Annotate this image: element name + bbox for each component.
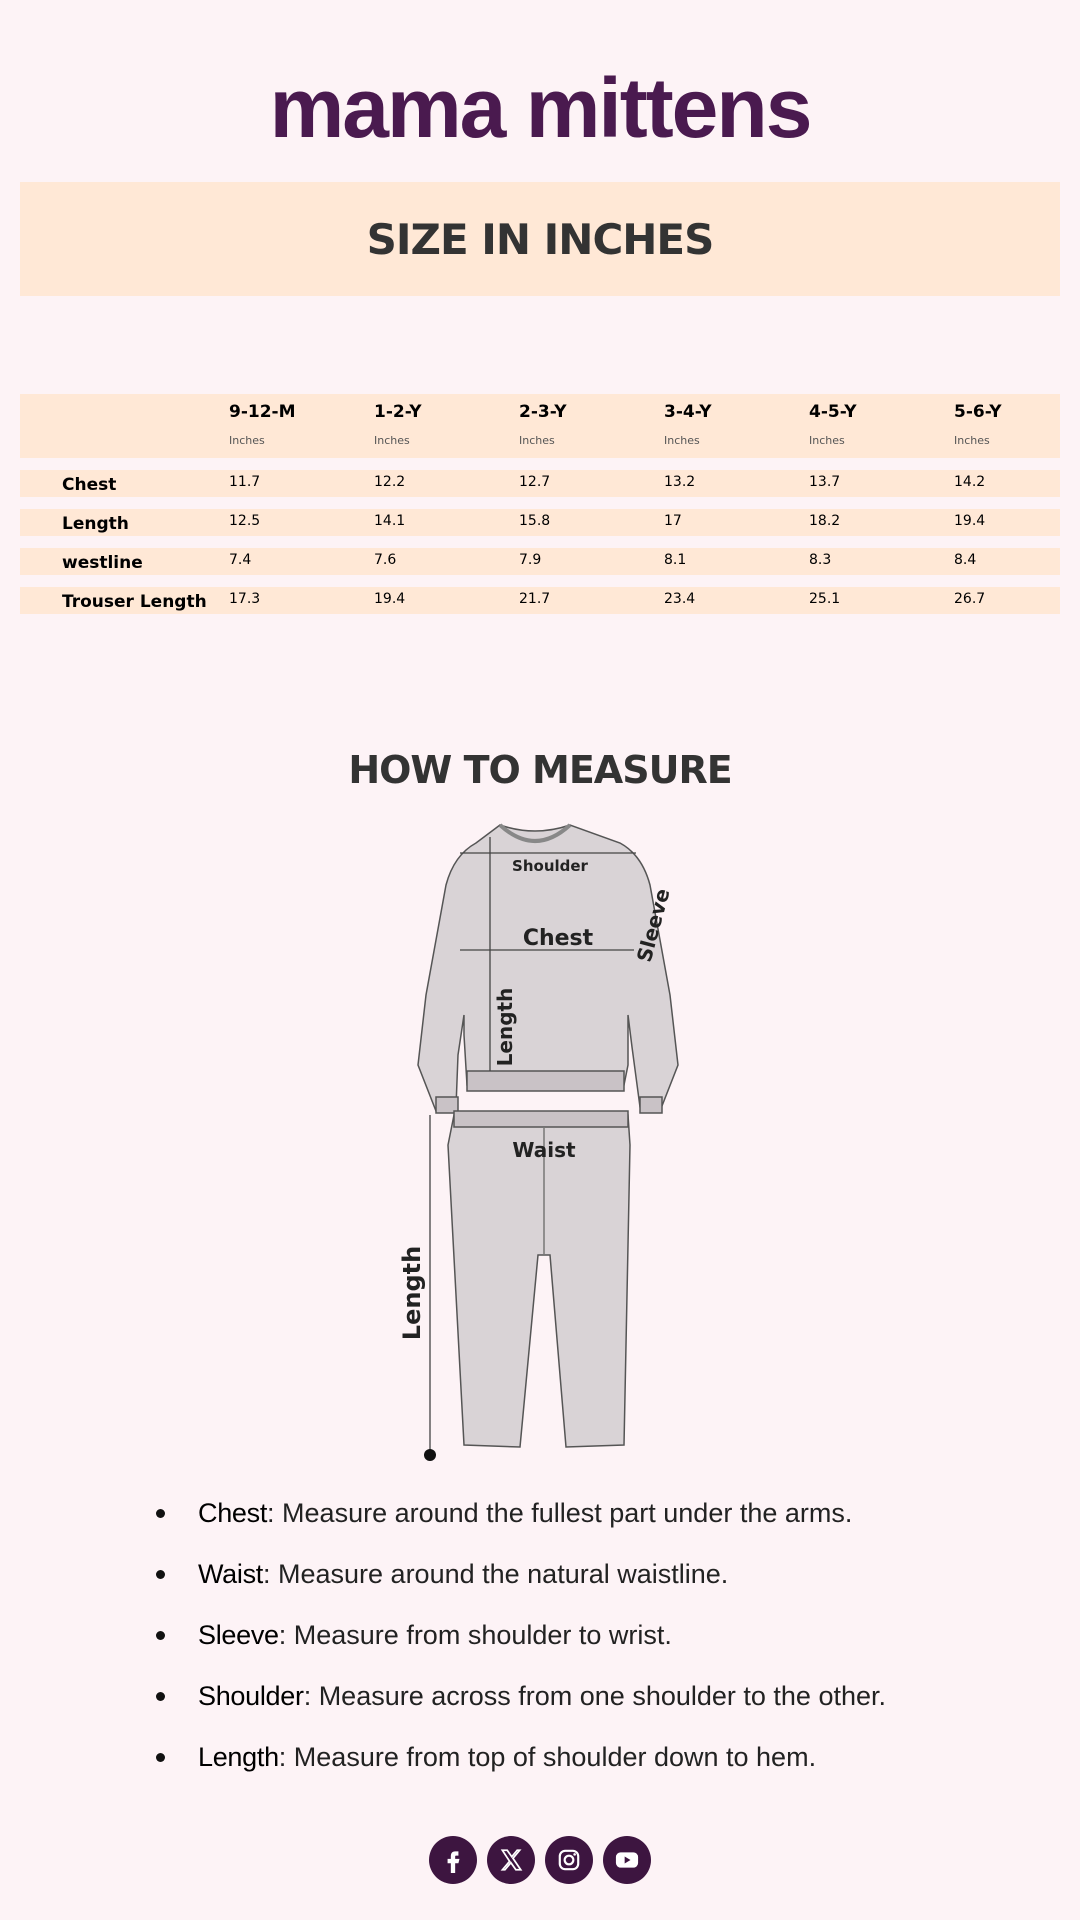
diagram-label-waist: Waist (512, 1138, 576, 1162)
measure-instructions (150, 1490, 1010, 1795)
table-cell: 13.7 (809, 474, 841, 490)
list-item (150, 1490, 1010, 1551)
size-title: SIZE IN INCHES (366, 214, 714, 264)
table-cell: 8.4 (954, 552, 977, 568)
column-header (519, 400, 567, 447)
instruction-term: Waist (198, 1559, 263, 1589)
column-unit: Inches (519, 434, 555, 447)
column-unit: Inches (229, 434, 265, 447)
column-unit: Inches (954, 434, 990, 447)
table-cell: 14.1 (374, 513, 406, 529)
table-cell: 18.2 (809, 513, 841, 529)
row-label: Chest (62, 475, 117, 495)
column-unit: Inches (809, 434, 845, 447)
instagram-link[interactable] (545, 1836, 593, 1884)
table-cell: 12.5 (229, 513, 261, 529)
instruction-term: Sleeve (198, 1620, 279, 1650)
table-cell: 26.7 (954, 591, 986, 607)
table-cell: 25.1 (809, 591, 841, 607)
diagram-label-chest: Chest (522, 926, 594, 951)
column-header (229, 400, 296, 447)
table-cell: 12.2 (374, 474, 406, 490)
table-cell: 17 (664, 513, 682, 529)
garment-diagram (370, 815, 730, 1465)
table-row (20, 587, 1060, 614)
instruction-text: : Measure from shoulder to wrist. (278, 1620, 672, 1650)
table-cell: 14.2 (954, 474, 986, 490)
diagram-label-sleeve: Sleeve (631, 885, 675, 965)
instruction-text: : Measure from top of shoulder down to hem. (278, 1742, 817, 1772)
table-cell: 7.4 (229, 552, 252, 568)
row-label: Length (62, 514, 129, 534)
instruction-term: Length (198, 1742, 279, 1772)
x-icon (498, 1847, 524, 1873)
row-label: westline (62, 553, 143, 573)
column-header (809, 400, 857, 447)
table-cell: 7.6 (374, 552, 397, 568)
column-name: 2-3-Y (519, 402, 567, 422)
table-cell: 23.4 (664, 591, 696, 607)
instruction-text: : Measure across from one shoulder to the other. (303, 1681, 886, 1711)
table-cell: 8.1 (664, 552, 687, 568)
table-cell: 11.7 (229, 474, 261, 490)
table-cell: 7.9 (519, 552, 542, 568)
facebook-icon (440, 1847, 466, 1873)
instruction-text: : Measure around the fullest part under the arms. (267, 1498, 853, 1528)
instruction-text: : Measure around the natural waistline. (263, 1559, 729, 1589)
list-item (150, 1673, 1010, 1734)
column-header (374, 400, 422, 447)
column-name: 3-4-Y (664, 402, 712, 422)
table-cell: 19.4 (954, 513, 986, 529)
length-end-dot (424, 1449, 436, 1461)
table-cell: 15.8 (519, 513, 551, 529)
column-name: 4-5-Y (809, 402, 857, 422)
instruction-term: Shoulder (198, 1681, 304, 1711)
column-unit: Inches (374, 434, 410, 447)
column-unit: Inches (664, 434, 700, 447)
youtube-link[interactable] (603, 1836, 651, 1884)
table-row (20, 470, 1060, 497)
list-item (150, 1734, 1010, 1795)
youtube-icon (613, 1846, 641, 1874)
brand-logo: mama mittens (269, 61, 811, 155)
table-cell: 8.3 (809, 552, 832, 568)
instagram-icon (556, 1847, 582, 1873)
diagram-label-shoulder: Shoulder (512, 857, 588, 875)
table-row (20, 548, 1060, 575)
column-name: 9-12-M (229, 402, 296, 422)
table-cell: 21.7 (519, 591, 551, 607)
facebook-link[interactable] (429, 1836, 477, 1884)
row-label: Trouser Length (62, 592, 207, 612)
measure-title: HOW TO MEASURE (348, 748, 732, 792)
diagram-label-top-length: Length (493, 987, 517, 1067)
list-item (150, 1612, 1010, 1673)
x-link[interactable] (487, 1836, 535, 1884)
table-cell: 19.4 (374, 591, 406, 607)
table-cell: 13.2 (664, 474, 696, 490)
column-header (664, 400, 712, 447)
column-name: 5-6-Y (954, 402, 1002, 422)
social-links (0, 1836, 1080, 1884)
table-cell: 17.3 (229, 591, 261, 607)
table-row (20, 509, 1060, 536)
column-name: 1-2-Y (374, 402, 422, 422)
table-header (20, 394, 1060, 458)
diagram-label-trouser-length: Length (398, 1245, 426, 1341)
column-header (954, 400, 1002, 447)
size-table (20, 394, 1060, 614)
list-item (150, 1551, 1010, 1612)
table-cell: 12.7 (519, 474, 551, 490)
size-banner (20, 182, 1060, 296)
instruction-term: Chest (198, 1498, 268, 1528)
